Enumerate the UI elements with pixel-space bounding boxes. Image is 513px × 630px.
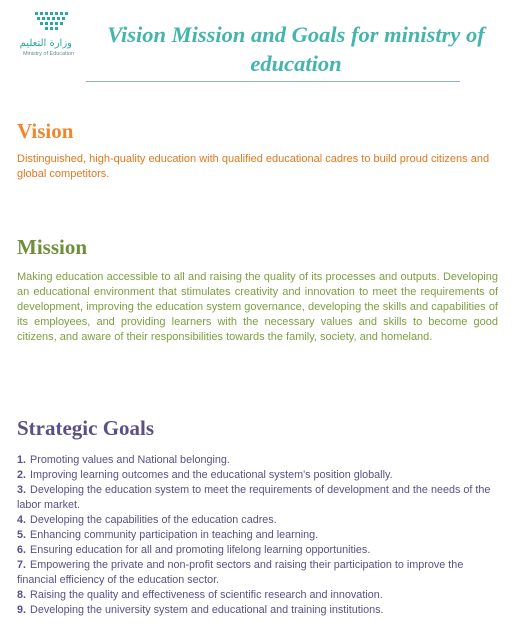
goal-number: 8. xyxy=(17,589,27,601)
strategic-goals-list xyxy=(17,453,498,618)
goal-text: Promoting values and National belonging. xyxy=(30,454,230,466)
title-divider xyxy=(86,81,460,82)
goal-text: Developing the university system and educational and training institutions. xyxy=(30,604,384,616)
goal-number: 9. xyxy=(17,604,27,616)
logo-arabic-text: وزارة التعليم xyxy=(19,38,72,49)
goal-text: Ensuring education for all and promoting lifelong learning opportunities. xyxy=(30,544,371,556)
goal-item xyxy=(17,543,498,558)
goal-number: 5. xyxy=(17,529,27,541)
vision-text: Distinguished, high-quality education with qualified educational cadres to build proud citizens and global competitors. xyxy=(17,153,490,180)
goal-item xyxy=(17,558,498,588)
logo-english-text: Ministry of Education xyxy=(22,51,74,57)
goal-text: Raising the quality and effectiveness of scientific research and innovation. xyxy=(30,589,383,601)
goal-item xyxy=(17,483,498,513)
strategic-goals-heading: Strategic Goals xyxy=(17,416,155,440)
ministry-logo xyxy=(10,8,74,60)
goal-number: 2. xyxy=(17,469,27,481)
goal-text: Improving learning outcomes and the educational system's position globally. xyxy=(30,469,393,481)
mission-text: Making education accessible to all and raising the quality of its processes and outputs. Developing an educational environment that stimulates creativity and innovation to meet the requirements of development, improving the education system governance, developing the skills and capabilities of its employees, and providing learners with the necessary values and skills to become good citizens, and aware of their responsibilities towards the family, society, and homeland. xyxy=(17,271,498,343)
goal-item xyxy=(17,468,498,483)
goal-number: 6. xyxy=(17,544,27,556)
goal-number: 7. xyxy=(17,559,27,571)
goal-text: Enhancing community participation in teaching and learning. xyxy=(30,529,319,541)
goal-item xyxy=(17,453,498,468)
goal-number: 4. xyxy=(17,514,27,526)
logo-dots-icon xyxy=(34,10,70,32)
goal-item xyxy=(17,588,498,603)
vision-heading: Vision xyxy=(17,119,74,143)
goal-number: 3. xyxy=(17,484,27,496)
goal-number: 1. xyxy=(17,454,27,466)
goal-text: Developing the capabilities of the education cadres. xyxy=(30,514,277,526)
mission-heading: Mission xyxy=(17,235,88,259)
goal-item xyxy=(17,513,498,528)
goal-item xyxy=(17,528,498,543)
goal-text: Developing the education system to meet the requirements of development and the needs of the labor market. xyxy=(17,484,491,511)
goal-item xyxy=(17,603,498,618)
page-title: Vision Mission and Goals for ministry of education xyxy=(107,22,485,76)
goal-text: Empowering the private and non-profit sectors and raising their participation to improve the financial efficiency of the education sector. xyxy=(17,559,464,586)
